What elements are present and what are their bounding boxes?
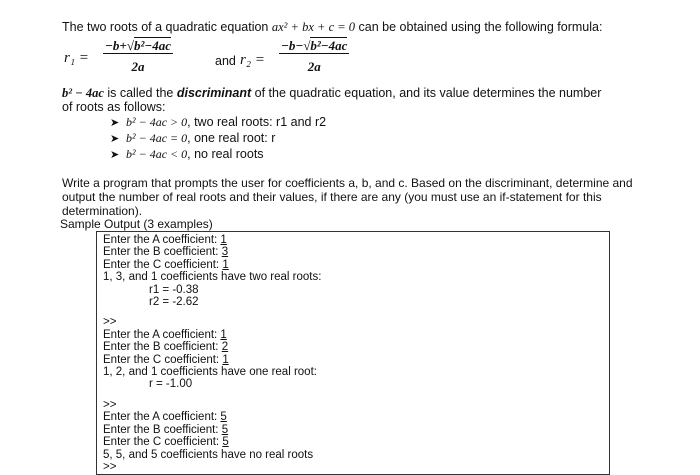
discriminant-term: discriminant bbox=[176, 86, 252, 100]
console-line: r1 = -0.38 bbox=[149, 283, 199, 296]
discriminant-line-1: b² − 4ac is called the discriminant of the quadratic equation, and its value determines the number bbox=[62, 86, 602, 100]
console-line: Enter the A coefficient: 1 bbox=[103, 234, 227, 246]
discriminant-cases bbox=[110, 114, 326, 162]
console-line: Enter the C coefficient: 1 bbox=[103, 258, 229, 271]
intro-equation: ax² + bx + c = 0 bbox=[271, 20, 356, 34]
r1-fraction bbox=[103, 38, 173, 75]
case-item: ➤ b² − 4ac > 0, two real roots: r1 and r2 bbox=[110, 115, 327, 129]
r2-fraction bbox=[279, 38, 349, 75]
console-line: r2 = -2.62 bbox=[149, 296, 199, 309]
r2-numerator: −b−√b²−4ac bbox=[281, 38, 348, 53]
discriminant-line-2: of roots as follows: bbox=[62, 100, 166, 114]
console-prompt: >> bbox=[103, 398, 117, 411]
console-line: 1, 2, and 1 coefficients have one real root: bbox=[103, 366, 317, 379]
intro-line bbox=[62, 20, 602, 35]
intro-text-before: The two roots of a quadratic equation bbox=[62, 20, 272, 34]
r1-label: r₁ = bbox=[64, 50, 89, 66]
arrow-bullet-icon: ➤ bbox=[110, 149, 120, 161]
task-description: Write a program that prompts the user for coefficients a, b, and c. Based on the discriminant, determine and output the number of real roots and their values, if there are any (you must use an if-statement for this determination). bbox=[62, 176, 633, 218]
sample-output-label: Sample Output (3 examples) bbox=[60, 217, 213, 231]
r1-numerator: −b+√b²−4ac bbox=[105, 38, 171, 53]
console-prompt: >> bbox=[103, 316, 117, 329]
arrow-bullet-icon: ➤ bbox=[110, 117, 120, 129]
arrow-bullet-icon: ➤ bbox=[110, 133, 120, 145]
and-label: and bbox=[215, 54, 236, 68]
sample-console bbox=[96, 231, 610, 475]
console-line: Enter the B coefficient: 2 bbox=[103, 341, 229, 354]
r2-denominator: 2a bbox=[307, 59, 321, 74]
intro-text-after: can be obtained using the following formula: bbox=[355, 20, 603, 34]
console-line: Enter the B coefficient: 5 bbox=[103, 423, 229, 436]
console-line: 1, 3, and 1 coefficients have two real roots: bbox=[103, 271, 322, 284]
console-line: Enter the C coefficient: 5 bbox=[103, 436, 229, 449]
console-line: r = -1.00 bbox=[149, 378, 193, 391]
console-line: 5, 5, and 5 coefficients have no real roots bbox=[103, 448, 314, 461]
console-line: Enter the A coefficient: 1 bbox=[103, 328, 227, 341]
r1-denominator: 2a bbox=[131, 59, 145, 74]
console-prompt: >> bbox=[103, 460, 117, 473]
case-item: ➤ b² − 4ac = 0, one real root: r bbox=[110, 131, 276, 145]
r2-label: r₂ = bbox=[240, 52, 265, 68]
console-line: Enter the C coefficient: 1 bbox=[103, 353, 229, 366]
case-item: ➤ b² − 4ac < 0, no real roots bbox=[110, 147, 264, 161]
console-line: Enter the A coefficient: 5 bbox=[103, 411, 227, 424]
console-line: Enter the B coefficient: 3 bbox=[103, 246, 229, 259]
discriminant-expr: b² − 4ac bbox=[62, 86, 104, 100]
